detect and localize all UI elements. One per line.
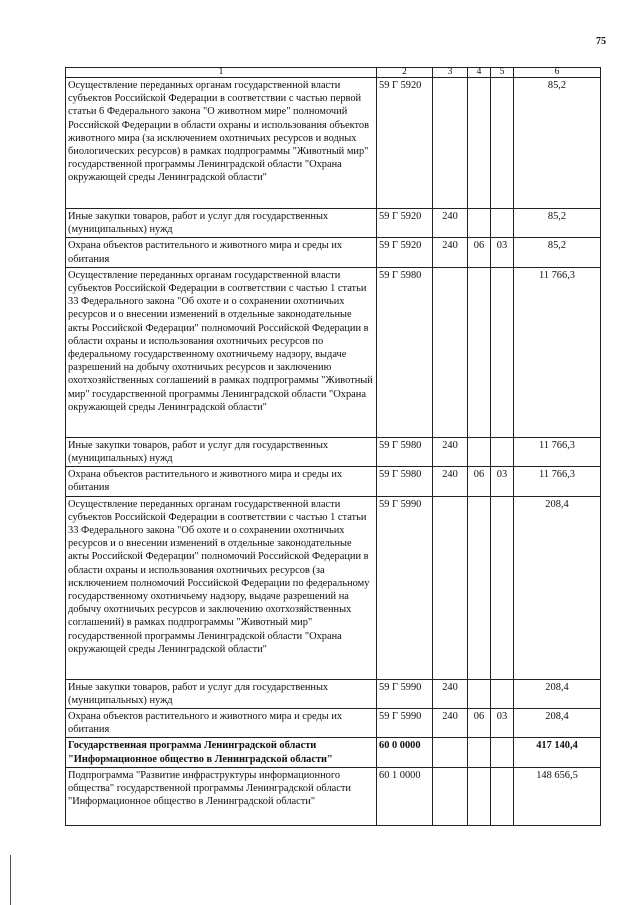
cell-name: Иные закупки товаров, работ и услуг для государственных (муниципальных) нужд — [66, 209, 377, 238]
cell-sum: 417 140,4 — [514, 738, 601, 767]
cell-rz — [468, 437, 491, 466]
cell-name: Подпрограмма "Развитие инфраструктуры информационного общества" государственной программы Ленинградской области "Информационное общество в Ленинградской области" — [66, 767, 377, 825]
cell-code: 59 Г 5920 — [377, 238, 433, 267]
cell-pr: 03 — [491, 709, 514, 738]
cell-code: 60 0 0000 — [377, 738, 433, 767]
cell-name: Охрана объектов растительного и животного мира и среды их обитания — [66, 709, 377, 738]
cell-pr — [491, 679, 514, 708]
cell-name: Иные закупки товаров, работ и услуг для государственных (муниципальных) нужд — [66, 437, 377, 466]
cell-vr — [433, 738, 468, 767]
cell-vr: 240 — [433, 209, 468, 238]
table-row — [66, 209, 601, 238]
cell-code: 59 Г 5990 — [377, 679, 433, 708]
col-header-pr: 5 — [491, 68, 514, 78]
cell-sum: 11 766,3 — [514, 467, 601, 496]
cell-sum: 85,2 — [514, 209, 601, 238]
cell-vr: 240 — [433, 238, 468, 267]
cell-code: 59 Г 5980 — [377, 437, 433, 466]
col-header-sum: 6 — [514, 68, 601, 78]
cell-sum: 208,4 — [514, 496, 601, 679]
cell-vr — [433, 267, 468, 437]
cell-rz — [468, 679, 491, 708]
table-row — [66, 437, 601, 466]
cell-name: Иные закупки товаров, работ и услуг для государственных (муниципальных) нужд — [66, 679, 377, 708]
cell-sum: 208,4 — [514, 709, 601, 738]
cell-code: 60 1 0000 — [377, 767, 433, 825]
table-row — [66, 496, 601, 679]
table-row — [66, 709, 601, 738]
table-row-program — [66, 738, 601, 767]
cell-name: Охрана объектов растительного и животного мира и среды их обитания — [66, 238, 377, 267]
cell-name: Охрана объектов растительного и животного мира и среды их обитания — [66, 467, 377, 496]
col-header-rz: 4 — [468, 68, 491, 78]
cell-rz — [468, 78, 491, 209]
header-row — [66, 68, 601, 78]
cell-rz — [468, 267, 491, 437]
cell-name: Осуществление переданных органам государственной власти субъектов Российской Федерации в соответствии с частью 1 статьи 33 Федерального закона "Об охоте и о сохранении охотничьих ресурсов и о внесении изменений в отдельные законодательные акты Российской Федерации" полномочий Российской Федерации в области охраны и использования охотничьих ресурсов (за исключением полномочий Российской Федерации по федеральному государственному охотничьему надзору, выдаче разрешений на добычу охотничьих ресурсов и заключению охотхозяйственных соглашений) в рамках подпрограммы "Животный мир" государственной программы Ленинградской области "Охрана окружающей среды Ленинградской области" — [66, 496, 377, 679]
cell-pr: 03 — [491, 238, 514, 267]
table-row — [66, 767, 601, 825]
cell-code: 59 Г 5990 — [377, 709, 433, 738]
cell-code: 59 Г 5980 — [377, 467, 433, 496]
cell-sum: 208,4 — [514, 679, 601, 708]
cell-vr: 240 — [433, 467, 468, 496]
cell-rz — [468, 209, 491, 238]
col-header-code: 2 — [377, 68, 433, 78]
scan-margin-line — [10, 855, 11, 905]
cell-rz — [468, 496, 491, 679]
cell-pr — [491, 496, 514, 679]
cell-sum: 85,2 — [514, 238, 601, 267]
cell-vr: 240 — [433, 437, 468, 466]
cell-sum: 148 656,5 — [514, 767, 601, 825]
cell-rz: 06 — [468, 709, 491, 738]
cell-sum: 85,2 — [514, 78, 601, 209]
cell-code: 59 Г 5980 — [377, 267, 433, 437]
cell-rz — [468, 738, 491, 767]
budget-table — [65, 67, 601, 826]
cell-vr: 240 — [433, 679, 468, 708]
cell-code: 59 Г 5990 — [377, 496, 433, 679]
cell-pr — [491, 767, 514, 825]
table-row — [66, 267, 601, 437]
cell-pr: 03 — [491, 467, 514, 496]
cell-pr — [491, 209, 514, 238]
col-header-name: 1 — [66, 68, 377, 78]
cell-pr — [491, 437, 514, 466]
cell-sum: 11 766,3 — [514, 437, 601, 466]
cell-pr — [491, 267, 514, 437]
table-row — [66, 467, 601, 496]
cell-rz: 06 — [468, 467, 491, 496]
cell-code: 59 Г 5920 — [377, 209, 433, 238]
page-number: 75 — [596, 36, 606, 47]
cell-name: Осуществление переданных органам государственной власти субъектов Российской Федерации в соответствии с частью 1 статьи 33 Федерального закона "Об охоте и о сохранении охотничьих ресурсов и о внесении изменений в отдельные законодательные акты Российской Федерации" полномочий Российской Федерации в области охраны и использования охотничьих ресурсов по федеральному государственному охотничьему надзору, выдаче разрешений на добычу охотничьих ресурсов и заключению охотхозяйственных соглашений в рамках подпрограммы "Животный мир" государственной программы Ленинградской области "Охрана окружающей среды Ленинградской области" — [66, 267, 377, 437]
cell-name: Государственная программа Ленинградской области "Информационное общество в Ленинградской области" — [66, 738, 377, 767]
cell-code: 59 Г 5920 — [377, 78, 433, 209]
table-row — [66, 679, 601, 708]
cell-pr — [491, 78, 514, 209]
table-row — [66, 238, 601, 267]
cell-vr — [433, 78, 468, 209]
table-row — [66, 78, 601, 209]
col-header-vr: 3 — [433, 68, 468, 78]
cell-name: Осуществление переданных органам государственной власти субъектов Российской Федерации в соответствии с частью первой статьи 6 Федерального закона "О животном мире" полномочий Российской Федерации в области охраны и использования объектов животного мира (за исключением охотничьих ресурсов и водных биологических ресурсов) в рамках подпрограммы "Животный мир" государственной программы Ленинградской области "Охрана окружающей среды Ленинградской области" — [66, 78, 377, 209]
cell-rz — [468, 767, 491, 825]
cell-sum: 11 766,3 — [514, 267, 601, 437]
cell-rz: 06 — [468, 238, 491, 267]
cell-pr — [491, 738, 514, 767]
cell-vr — [433, 496, 468, 679]
cell-vr — [433, 767, 468, 825]
cell-vr: 240 — [433, 709, 468, 738]
